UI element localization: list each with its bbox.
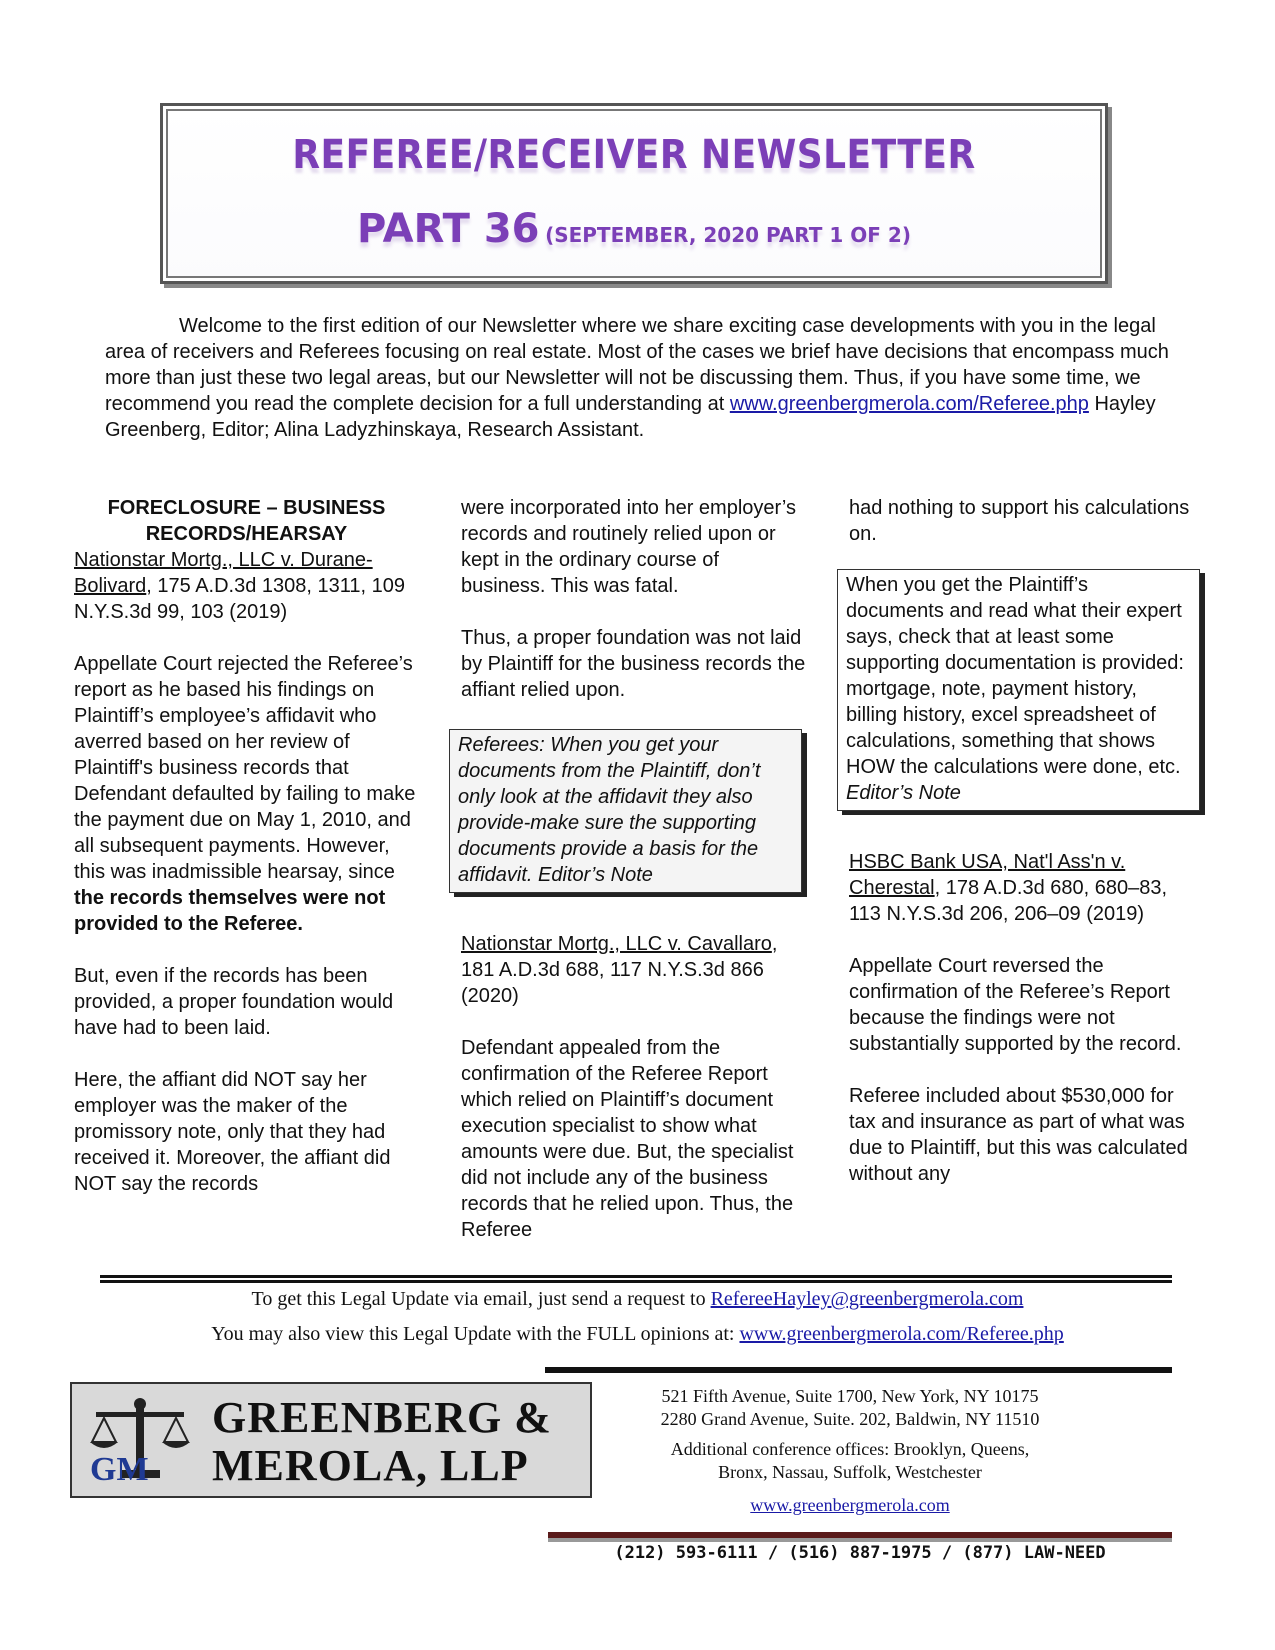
newsletter-title: REFEREE/RECEIVER NEWSLETTER xyxy=(292,132,976,178)
address-line: 521 Fifth Avenue, Suite 1700, New York, NY 10175 xyxy=(661,1386,1039,1406)
office-address xyxy=(600,1385,1100,1431)
paragraph: Referee included about $530,000 for tax and insurance as part of what was due to Plaintiff, but this was calculated without any xyxy=(849,1085,1188,1185)
case-name: HSBC Bank USA, Nat'l Ass'n v. Cherestal xyxy=(849,851,1126,899)
offices-line: Additional conference offices: Brooklyn, Queens, xyxy=(670,1439,1030,1459)
case-name: Nationstar Mortg., LLC v. Durane-Bolivard xyxy=(74,549,373,597)
newsletter-masthead xyxy=(160,103,1108,284)
footer-divider xyxy=(545,1367,1172,1373)
column-1 xyxy=(74,495,419,1223)
part-number: PART 36 xyxy=(357,206,540,252)
intro-text: Welcome to the first edition of our Newsletter where we share exciting case developments with you in the legal area of receivers and Referees focusing on real estate. Most of the cases we brief have decisions that encompass much more than just these two legal areas, but our Newsletter will not be discussing them. Thus, if you have some time, we recommend you read the complete decision for a full understanding at xyxy=(105,315,1169,415)
scales-of-justice-icon xyxy=(90,1398,190,1486)
case-reporter: , 181 A.D.3d 688, 117 N.Y.S.3d 866 (2020) xyxy=(461,933,778,1007)
conference-offices xyxy=(600,1438,1100,1484)
note-text: When you get the Plaintiff’s documents and read what their expert says, check that at least some supporting documentation is provided: mortgage, note, payment history, billing history, excel spreadsheet of calculations, something that shows HOW the calculations were done, etc. xyxy=(846,574,1184,778)
address-line: 2280 Grand Avenue, Suite. 202, Baldwin, NY 11510 xyxy=(660,1409,1040,1429)
firm-logo xyxy=(70,1382,592,1498)
note-signature: Editor’s Note xyxy=(846,782,961,804)
firm-website xyxy=(600,1494,1100,1517)
case-name: Nationstar Mortg., LLC v. Cavallaro xyxy=(461,933,772,955)
editor-note-box: Referees: When you get your documents from the Plaintiff, don’t only look at the affidavit they also provide-make sure the supporting documents provide a basis for the affidavit. Editor’s Note xyxy=(449,729,802,893)
paragraph: Defendant appealed from the confirmation of the Referee Report which relied on Plaintiff’s document execution specialist to show what amounts were due. But, the specialist did not include any of the business records that he relied upon. Thus, the Referee xyxy=(461,1037,794,1241)
paragraph: But, even if the records has been provided, a proper foundation would have had to been laid. xyxy=(74,965,394,1039)
paragraph: Thus, a proper foundation was not laid by Plaintiff for the business records the affiant relied upon. xyxy=(461,627,806,701)
offices-line: Bronx, Nassau, Suffolk, Westchester xyxy=(718,1462,982,1482)
column-3 xyxy=(846,495,1204,1213)
paragraph: Here, the affiant did NOT say her employer was the maker of the promissory note, only that they had received it. Moreover, the affiant did NOT say the records xyxy=(74,1069,391,1195)
referee-page-link[interactable]: www.greenbergmerola.com/Referee.php xyxy=(739,1323,1064,1345)
email-request-line xyxy=(0,1288,1275,1311)
case-citation xyxy=(849,849,1204,927)
paragraph xyxy=(74,651,419,937)
paragraph: were incorporated into her employer’s records and routinely relied upon or kept in the ordinary course of business. This was fatal. xyxy=(461,497,796,597)
emphasis-text: the records themselves were not provided to the Referee. xyxy=(74,887,386,935)
case-citation xyxy=(74,547,419,625)
intro-credits: Hayley Greenberg, Editor; Alina Ladyzhinskaya, Research Assistant. xyxy=(105,393,1156,441)
newsletter-part xyxy=(163,206,1105,252)
email-link[interactable]: RefereeHayley@greenbergmerola.com xyxy=(710,1288,1024,1310)
paragraph: had nothing to support his calculations on. xyxy=(849,497,1190,545)
view-opinions-line xyxy=(0,1323,1275,1346)
firm-name-line: GREENBERG & xyxy=(212,1393,552,1442)
case-reporter: , 178 A.D.3d 680, 680–83, 113 N.Y.S.3d 206, 206–09 (2019) xyxy=(849,877,1168,925)
footer-divider xyxy=(100,1275,1172,1278)
view-opinions-text: You may also view this Legal Update with the FULL opinions at: xyxy=(211,1323,740,1345)
firm-name xyxy=(212,1394,552,1490)
part-date: (SEPTEMBER, 2020 PART 1 OF 2) xyxy=(545,223,911,247)
paragraph-text: Appellate Court rejected the Referee’s report as he based his findings on Plaintiff’s employee’s affidavit who averred based on her review of Plaintiff's business records that Defendant defaulted by failing to make the payment due on May 1, 2010, and all subsequent payments. However, this was inadmissible hearsay, since xyxy=(74,653,416,883)
logo-initials: GM xyxy=(90,1451,149,1486)
intro-paragraph xyxy=(105,313,1185,443)
paragraph: Appellate Court reversed the confirmation of the Referee’s Report because the findings were not substantially supported by the record. xyxy=(849,955,1182,1055)
footer-divider xyxy=(548,1532,1172,1538)
phone-numbers: (212) 593-6111 / (516) 887-1975 / (877) LAW-NEED xyxy=(614,1543,1106,1563)
firm-name-line: MEROLA, LLP xyxy=(212,1441,529,1490)
case-reporter: , 175 A.D.3d 1308, 1311, 109 N.Y.S.3d 99, 103 (2019) xyxy=(74,575,405,623)
intro-referee-link[interactable]: www.greenbergmerola.com/Referee.php xyxy=(729,393,1089,415)
section-heading: FORECLOSURE – BUSINESS RECORDS/HEARSAY xyxy=(107,497,386,545)
firm-website-link[interactable]: www.greenbergmerola.com xyxy=(750,1495,950,1515)
column-2 xyxy=(458,495,806,1269)
email-request-text: To get this Legal Update via email, just send a request to xyxy=(251,1288,711,1310)
editor-note-box xyxy=(837,569,1200,811)
case-citation xyxy=(461,931,806,1009)
